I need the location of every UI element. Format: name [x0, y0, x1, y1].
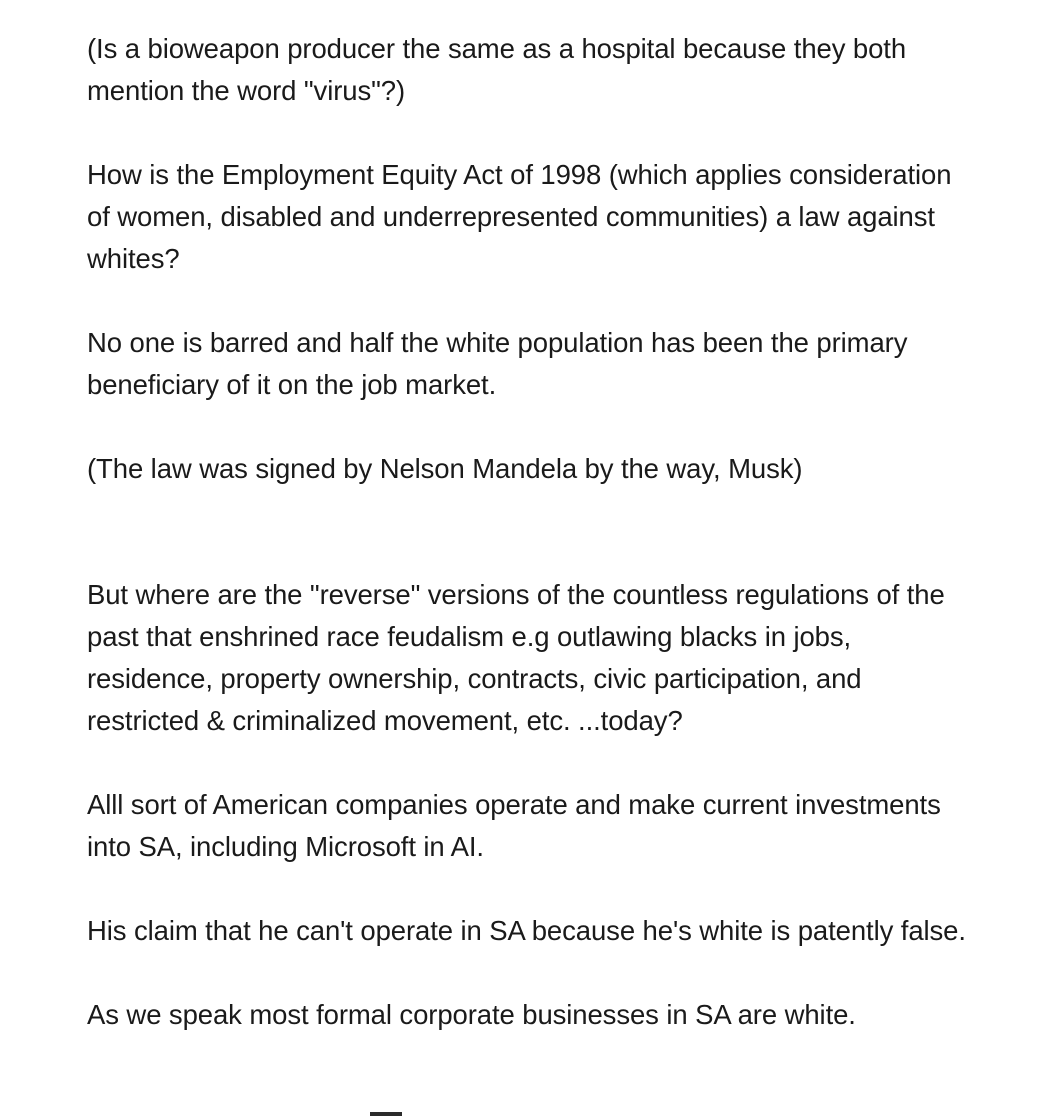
- paragraph-employment-equity-act: How is the Employment Equity Act of 1998 (which applies consideration of women, disabled and underrepresented communities) a law against whites?: [87, 159, 952, 274]
- paragraph-reverse-regulations: But where are the "reverse" versions of the countless regulations of the past that enshrined race feudalism e.g outlawing blacks in jobs, residence, property ownership, contracts, civic participation, and restricted & criminalized movement, etc. ...today?: [87, 579, 945, 736]
- paragraph-claim-false: His claim that he can't operate in SA because he's white is patently false.: [87, 915, 966, 946]
- text-cursor-mark: [370, 1112, 402, 1116]
- paragraph-bioweapon-question: (Is a bioweapon producer the same as a hospital because they both mention the word "virus"?): [87, 33, 907, 106]
- paragraph-mandela-signed: (The law was signed by Nelson Mandela by the way, Musk): [87, 453, 803, 484]
- paragraph-american-companies: Alll sort of American companies operate and make current investments into SA, including Microsoft in AI.: [87, 789, 941, 862]
- paragraph-no-one-barred: No one is barred and half the white population has been the primary beneficiary of it on the job market.: [87, 327, 908, 400]
- note-body: [87, 28, 967, 1036]
- paragraph-businesses-white: As we speak most formal corporate businesses in SA are white.: [87, 999, 856, 1030]
